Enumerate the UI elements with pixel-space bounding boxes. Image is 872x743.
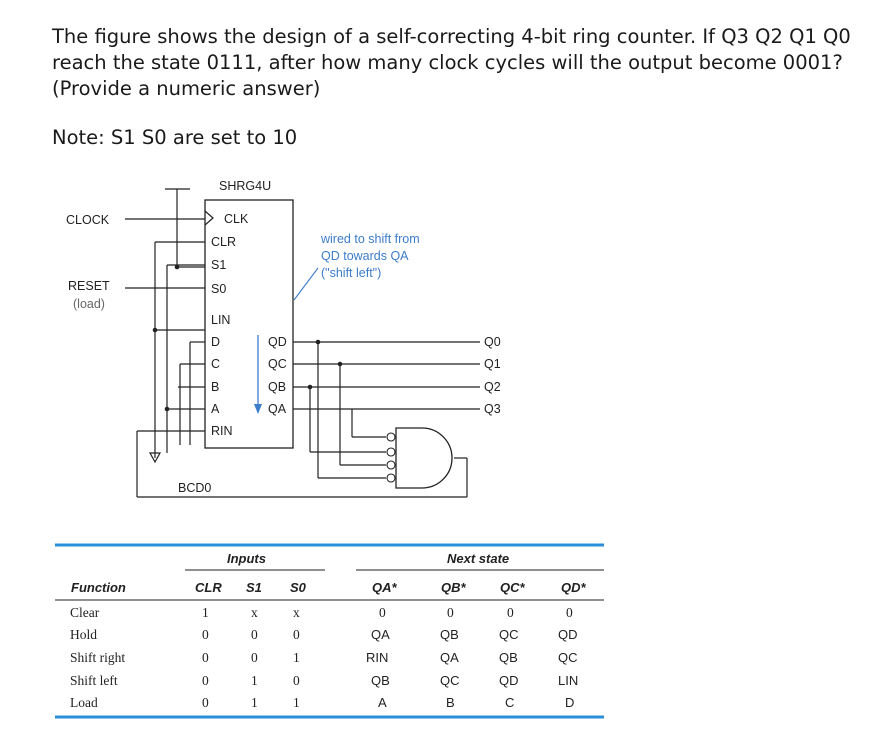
annotation-line: wired to shift from [321,232,420,246]
cell-qb: QB [440,627,459,642]
cell-qd: LIN [558,673,579,688]
cell-s1: 1 [251,695,258,710]
cell-qa: A [378,695,387,710]
cell-qc: 0 [507,605,514,620]
pin-clk: CLK [224,212,249,226]
question-line: (Provide a numeric answer) [52,77,321,100]
output-q2: Q2 [484,380,501,394]
next-state-title: Next state [447,551,510,566]
header-function: Function [71,580,126,595]
function-table [55,545,604,717]
cell-function: Shift left [70,673,118,688]
clock-triangle-icon [205,211,213,225]
cell-qa: QB [371,673,390,688]
cell-qc: QC [499,627,519,642]
header-qd: QD* [561,580,586,595]
cell-qc: QD [499,673,519,688]
cell-qc: QB [499,650,518,665]
table-row [70,627,578,642]
table-row [70,695,574,710]
cell-clr: 0 [202,650,209,665]
cell-qb: B [446,695,455,710]
table-row [70,650,578,665]
reset-label: RESET [68,279,110,293]
cell-clr: 0 [202,695,209,710]
pin-c: C [211,357,221,371]
cell-s0: 1 [293,695,300,710]
annotation-line: QD towards QA [321,249,409,263]
pin-s0: S0 [211,282,227,296]
annotation-line: ("shift left") [321,266,382,280]
reset-sub-label: (load) [73,297,105,311]
cell-qd: QD [558,627,578,642]
output-q3: Q3 [484,402,501,416]
cell-clr: 1 [202,605,209,620]
pin-lin: LIN [211,313,231,327]
pin-rin: RIN [211,424,233,438]
table-row [70,605,573,620]
cell-clr: 0 [202,627,209,642]
cell-s0: x [293,605,300,620]
cell-s0: 0 [293,673,300,688]
header-s1: S1 [246,580,262,595]
pin-clr: CLR [211,235,237,249]
cell-qa: QA [371,627,390,642]
cell-s1: 1 [251,673,258,688]
pin-a: A [211,402,220,416]
cell-qa: 0 [379,605,386,620]
cell-qc: C [505,695,515,710]
pin-s1: S1 [211,258,227,272]
cell-function: Clear [70,605,100,620]
cell-function: Shift right [70,650,126,665]
pin-qa: QA [268,402,287,416]
cell-s1: x [251,605,258,620]
shift-arrow-head-icon [254,404,262,414]
output-q1: Q1 [484,357,501,371]
bcd-label: BCD0 [178,481,212,495]
cell-qd: D [565,695,575,710]
cell-qb: QC [440,673,460,688]
cell-s0: 1 [293,650,300,665]
cell-qb: QA [440,650,459,665]
header-qc: QC* [500,580,525,595]
cell-s1: 0 [251,650,258,665]
cell-s1: 0 [251,627,258,642]
pin-qc: QC [268,357,287,371]
pin-qd: QD [268,335,287,349]
clock-label: CLOCK [66,213,110,227]
cell-qd: 0 [566,605,573,620]
inputs-title: Inputs [227,551,266,566]
question-line: reach the state 0111, after how many clock cycles will the output become 0001? [52,51,843,74]
pin-b: B [211,380,220,394]
header-clr: CLR [195,580,222,595]
question-line: The figure shows the design of a self-correcting 4-bit ring counter. If Q3 Q2 Q1 Q0 [52,25,851,48]
chip-name: SHRG4U [219,179,272,193]
cell-qb: 0 [447,605,454,620]
cell-clr: 0 [202,673,209,688]
annotation-pointer [294,268,318,300]
cell-qa: RIN [366,650,389,665]
cell-function: Hold [70,627,97,642]
and-gate-icon [396,428,452,488]
note-text: Note: S1 S0 are set to 10 [52,126,298,149]
header-qb: QB* [441,580,466,595]
pin-qb: QB [268,380,287,394]
header-qa: QA* [372,580,397,595]
cell-s0: 0 [293,627,300,642]
cell-qd: QC [558,650,578,665]
pin-d: D [211,335,221,349]
cell-function: Load [70,695,98,710]
schematic [66,179,501,497]
table-row [70,673,578,688]
output-q0: Q0 [484,335,501,349]
header-s0: S0 [290,580,306,595]
